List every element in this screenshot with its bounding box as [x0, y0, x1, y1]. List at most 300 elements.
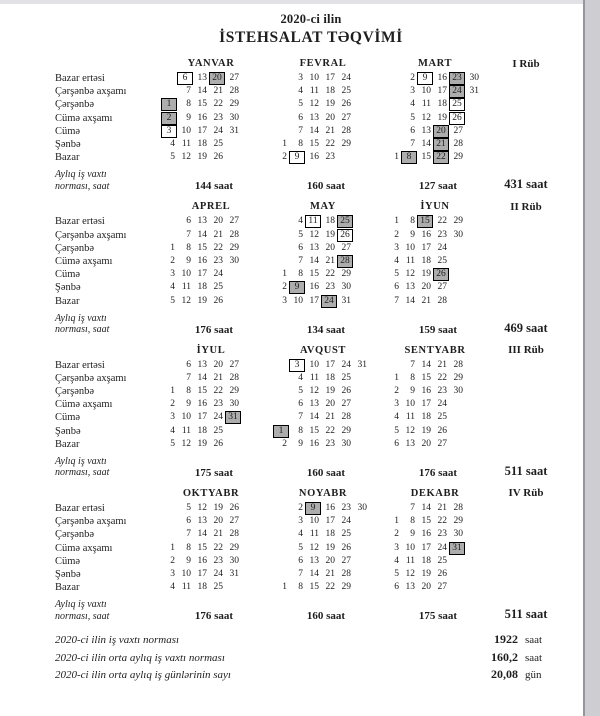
month-week-cells: [379, 555, 491, 568]
weekday-label: Şənbə: [55, 282, 81, 294]
day-cell: 1: [282, 139, 287, 150]
day-cell: 1: [170, 386, 175, 397]
day-cell: 17: [325, 73, 335, 84]
weekday-label: Şənbə: [55, 568, 81, 580]
day-cell: 22: [325, 425, 335, 436]
day-cell: [241, 568, 257, 581]
month-week-cells: [379, 268, 491, 281]
month-week-cells: [155, 98, 267, 111]
day-cell: 2: [298, 503, 303, 514]
day-cell: [353, 138, 369, 151]
day-cell: 19: [437, 112, 447, 123]
day-cell: [241, 112, 257, 125]
month-week-cells: [379, 411, 491, 424]
month-week-cells: [267, 151, 379, 164]
avg-monthly-norm-label: 2020-ci ilin orta aylıq iş vaxtı norması: [55, 651, 225, 664]
day-cell: 1: [161, 98, 177, 111]
day-cell: [449, 568, 465, 581]
day-cell: 11: [309, 372, 319, 383]
document-title-main: İSTEHSALAT TƏQVİMİ: [219, 29, 403, 46]
month-hours-value: 176 saat: [418, 466, 458, 479]
day-cell: 13: [309, 242, 319, 253]
day-cell: 25: [341, 372, 351, 383]
day-cell: 15: [197, 386, 207, 397]
day-cell: 17: [197, 568, 207, 579]
day-cell: 20: [213, 516, 223, 527]
day-cell: 12: [405, 269, 415, 280]
day-cell: 6: [298, 555, 303, 566]
annual-norm-value: 1922: [494, 632, 518, 647]
day-cell: 7: [186, 529, 191, 540]
day-cell: 13: [405, 582, 415, 593]
day-cell: 5: [410, 112, 415, 123]
day-cell: [353, 295, 369, 308]
weekday-label: Bazar ertəsi: [55, 503, 105, 515]
weekday-row: [55, 151, 567, 164]
day-cell: 28: [453, 503, 463, 514]
day-cell: 10: [293, 295, 303, 306]
day-cell: [353, 411, 369, 424]
day-cell: 30: [341, 282, 351, 293]
month-week-cells: [379, 112, 491, 125]
day-cell: 29: [453, 152, 463, 163]
weekday-row: [55, 568, 567, 581]
day-cell: [353, 255, 369, 268]
day-cell: 4: [298, 86, 303, 97]
day-cell: [273, 515, 289, 528]
day-cell: 3: [298, 73, 303, 84]
month-week-cells: [379, 229, 491, 242]
day-cell: 17: [325, 516, 335, 527]
day-cell: 27: [437, 438, 447, 449]
day-cell: 26: [213, 438, 223, 449]
day-cell: [353, 242, 369, 255]
month-week-cells: [155, 581, 267, 594]
day-cell: 21: [213, 529, 223, 540]
month-week-cells: [155, 85, 267, 98]
scan-right-edge: [583, 0, 600, 716]
month-title: SENTYABR: [404, 344, 466, 356]
day-cell: 26: [337, 229, 353, 242]
day-cell: 9: [289, 281, 305, 294]
weekday-label: Cümə axşamı: [55, 112, 113, 124]
day-cell: 19: [325, 386, 335, 397]
day-cell: 4: [410, 99, 415, 110]
day-cell: 19: [421, 568, 431, 579]
weekday-row: [55, 85, 567, 98]
day-cell: 20: [421, 582, 431, 593]
day-cell: 9: [410, 386, 415, 397]
day-cell: [465, 581, 481, 594]
weekday-row: [55, 425, 567, 438]
day-cell: 3: [282, 295, 287, 306]
month-title: APREL: [191, 201, 231, 213]
month-title: FEVRAL: [299, 58, 347, 69]
day-cell: 30: [453, 529, 463, 540]
day-cell: [353, 581, 369, 594]
day-cell: 12: [405, 568, 415, 579]
day-cell: 22: [213, 242, 223, 253]
day-cell: 21: [213, 372, 223, 383]
day-cell: 14: [421, 139, 431, 150]
day-cell: 11: [421, 99, 431, 110]
monthly-norm-row: [55, 313, 567, 336]
day-cell: 8: [410, 216, 415, 227]
day-cell: [353, 112, 369, 125]
day-cell: 25: [341, 529, 351, 540]
day-cell: 16: [325, 503, 335, 514]
month-week-cells: [379, 372, 491, 385]
month-hours-value: 127 saat: [418, 180, 458, 193]
day-cell: [465, 359, 481, 372]
month-week-cells: [267, 542, 379, 555]
day-cell: 18: [197, 139, 207, 150]
weekday-row: [55, 242, 567, 255]
month-week-cells: [267, 581, 379, 594]
weekday-row: [55, 229, 567, 242]
month-week-cells: [379, 398, 491, 411]
day-cell: 19: [325, 542, 335, 553]
weekday-row: [55, 411, 567, 424]
day-cell: 8: [410, 516, 415, 527]
weekday-label: Cümə: [55, 269, 81, 281]
day-cell: 11: [181, 425, 191, 436]
day-cell: 12: [309, 229, 319, 240]
month-week-cells: [155, 568, 267, 581]
day-cell: 10: [405, 242, 415, 253]
day-cell: [385, 502, 401, 515]
day-cell: 28: [437, 295, 447, 306]
day-cell: 9: [298, 438, 303, 449]
day-cell: 14: [309, 412, 319, 423]
quarter-block-3: [55, 343, 567, 479]
day-cell: [273, 542, 289, 555]
weekday-label: Cümə: [55, 125, 81, 137]
day-cell: 7: [394, 295, 399, 306]
day-cell: [161, 359, 177, 372]
month-week-cells: [379, 151, 491, 164]
day-cell: 22: [437, 516, 447, 527]
avg-workdays-label: 2020-ci ilin orta aylıq iş günlərinin sayı: [55, 669, 231, 682]
weekday-row: [55, 268, 567, 281]
day-cell: 13: [405, 282, 415, 293]
day-cell: 3: [394, 242, 399, 253]
day-cell: 12: [309, 386, 319, 397]
day-cell: 28: [341, 125, 351, 136]
day-cell: 7: [298, 412, 303, 423]
day-cell: 7: [186, 229, 191, 240]
day-cell: 28: [341, 568, 351, 579]
day-cell: 14: [309, 568, 319, 579]
day-cell: 24: [321, 295, 337, 308]
day-cell: 5: [298, 386, 303, 397]
day-cell: 18: [197, 582, 207, 593]
day-cell: 20: [325, 399, 335, 410]
day-cell: 26: [341, 386, 351, 397]
day-cell: [353, 72, 369, 85]
day-cell: 14: [197, 529, 207, 540]
weekday-label: Şənbə: [55, 425, 81, 437]
weekday-row: [55, 281, 567, 294]
day-cell: 28: [229, 86, 239, 97]
day-cell: 13: [197, 516, 207, 527]
monthly-norm-row: [55, 169, 567, 192]
month-week-cells: [155, 242, 267, 255]
day-cell: 28: [229, 229, 239, 240]
day-cell: [273, 568, 289, 581]
day-cell: [353, 555, 369, 568]
day-cell: 17: [309, 295, 319, 306]
day-cell: [241, 438, 257, 451]
month-week-cells: [379, 72, 491, 85]
avg-monthly-norm-value: 160,2: [491, 649, 518, 664]
day-cell: 16: [421, 386, 431, 397]
month-title: AVQUST: [299, 344, 346, 356]
day-cell: 29: [453, 216, 463, 227]
day-cell: [465, 411, 481, 424]
day-cell: 20: [325, 112, 335, 123]
month-week-cells: [155, 112, 267, 125]
day-cell: 16: [309, 282, 319, 293]
day-cell: 18: [197, 282, 207, 293]
month-week-cells: [267, 568, 379, 581]
day-cell: 10: [309, 516, 319, 527]
day-cell: 10: [309, 73, 319, 84]
month-week-cells: [379, 581, 491, 594]
day-cell: [353, 515, 369, 528]
day-cell: 2: [170, 255, 175, 266]
day-cell: 5: [394, 269, 399, 280]
day-cell: 15: [417, 215, 433, 228]
day-cell: [465, 542, 481, 555]
day-cell: 16: [437, 73, 447, 84]
day-cell: 29: [229, 99, 239, 110]
day-cell: 11: [405, 555, 415, 566]
day-cell: 11: [309, 86, 319, 97]
day-cell: 26: [449, 112, 465, 125]
day-cell: 21: [213, 86, 223, 97]
month-week-cells: [379, 295, 491, 308]
day-cell: 11: [405, 255, 415, 266]
day-cell: [273, 528, 289, 541]
day-cell: 27: [341, 112, 351, 123]
month-hours-value: 176 saat: [194, 610, 234, 623]
weekday-label: Cümə axşamı: [55, 542, 113, 554]
day-cell: 24: [213, 412, 223, 423]
weekday-label: Cümə: [55, 412, 81, 424]
day-cell: [241, 411, 257, 424]
month-week-cells: [379, 242, 491, 255]
month-week-cells: [155, 385, 267, 398]
annual-summary: [55, 632, 567, 685]
weekday-row: [55, 138, 567, 151]
day-cell: 18: [421, 412, 431, 423]
day-cell: 10: [181, 269, 191, 280]
day-cell: 30: [453, 386, 463, 397]
day-cell: 27: [341, 555, 351, 566]
day-cell: 23: [341, 503, 351, 514]
day-cell: 12: [405, 425, 415, 436]
weekday-row: [55, 385, 567, 398]
day-cell: [465, 528, 481, 541]
month-hours-value: 176 saat: [194, 323, 234, 336]
day-cell: 16: [197, 555, 207, 566]
day-cell: 3: [170, 568, 175, 579]
month-week-cells: [155, 281, 267, 294]
month-week-cells: [155, 502, 267, 515]
day-cell: 8: [410, 372, 415, 383]
annual-norm-unit: saat: [525, 634, 543, 647]
day-cell: [353, 398, 369, 411]
month-week-cells: [267, 438, 379, 451]
day-cell: 14: [197, 372, 207, 383]
day-cell: 18: [325, 372, 335, 383]
day-cell: 9: [410, 529, 415, 540]
day-cell: [161, 85, 177, 98]
month-week-cells: [267, 125, 379, 138]
day-cell: 1: [282, 582, 287, 593]
day-cell: 25: [437, 255, 447, 266]
month-week-cells: [155, 125, 267, 138]
day-cell: 7: [186, 372, 191, 383]
day-cell: [241, 255, 257, 268]
day-cell: [273, 242, 289, 255]
day-cell: 10: [405, 399, 415, 410]
scan-top-edge: [0, 0, 600, 4]
quarter-total-hours: 431 saat: [504, 177, 548, 192]
month-week-cells: [155, 295, 267, 308]
month-title: OKTYABR: [182, 487, 240, 499]
monthly-norm-label: Aylıq iş vaxtı norması, saat: [55, 169, 110, 192]
day-cell: 2: [282, 438, 287, 449]
day-cell: [241, 295, 257, 308]
month-title: MAY: [310, 201, 336, 213]
day-cell: 22: [437, 216, 447, 227]
day-cell: 3: [289, 359, 305, 372]
day-cell: 29: [453, 372, 463, 383]
day-cell: 2: [394, 229, 399, 240]
month-week-cells: [267, 112, 379, 125]
day-cell: 7: [298, 255, 303, 266]
day-cell: 19: [197, 152, 207, 163]
weekday-label: Çərşənbə axşamı: [55, 229, 127, 241]
day-cell: [161, 528, 177, 541]
weekday-label: Çərşənbə: [55, 529, 95, 541]
day-cell: 20: [421, 282, 431, 293]
annual-norm-label: 2020-ci ilin iş vaxtı norması: [55, 634, 180, 647]
day-cell: [225, 438, 241, 451]
day-cell: [161, 502, 177, 515]
day-cell: 16: [197, 255, 207, 266]
day-cell: 27: [341, 242, 351, 253]
weekday-row: [55, 542, 567, 555]
day-cell: 3: [170, 412, 175, 423]
day-cell: 19: [197, 438, 207, 449]
weekday-row: [55, 398, 567, 411]
day-cell: 23: [437, 386, 447, 397]
day-cell: [385, 72, 401, 85]
month-week-cells: [155, 425, 267, 438]
day-cell: 6: [186, 359, 191, 370]
quarter-header-row: [55, 343, 567, 358]
monthly-norm-row: [55, 599, 567, 622]
day-cell: 4: [298, 216, 303, 227]
day-cell: [273, 215, 289, 228]
day-cell: 8: [298, 425, 303, 436]
month-week-cells: [379, 425, 491, 438]
day-cell: 23: [437, 529, 447, 540]
day-cell: 31: [225, 411, 241, 424]
day-cell: 28: [341, 412, 351, 423]
day-cell: 13: [309, 112, 319, 123]
quarter-total-hours: 469 saat: [504, 320, 548, 335]
day-cell: 21: [325, 568, 335, 579]
day-cell: 9: [186, 555, 191, 566]
month-week-cells: [267, 242, 379, 255]
day-cell: 4: [170, 139, 175, 150]
day-cell: [241, 268, 257, 281]
day-cell: 7: [298, 125, 303, 136]
day-cell: 2: [394, 386, 399, 397]
day-cell: 27: [341, 399, 351, 410]
day-cell: 31: [229, 125, 239, 136]
day-cell: 13: [405, 438, 415, 449]
day-cell: 23: [213, 555, 223, 566]
day-cell: 11: [309, 529, 319, 540]
day-cell: 13: [197, 216, 207, 227]
month-week-cells: [379, 255, 491, 268]
weekday-row: [55, 555, 567, 568]
day-cell: 10: [421, 86, 431, 97]
day-cell: 2: [282, 152, 287, 163]
day-cell: 29: [341, 425, 351, 436]
month-week-cells: [267, 72, 379, 85]
day-cell: [225, 138, 241, 151]
weekday-label: Çərşənbə axşamı: [55, 516, 127, 528]
day-cell: [161, 215, 177, 228]
day-cell: 1: [394, 216, 399, 227]
monthly-norm-label: Aylıq iş vaxtı norması, saat: [55, 599, 110, 622]
day-cell: 8: [298, 582, 303, 593]
month-week-cells: [379, 502, 491, 515]
day-cell: 27: [437, 582, 447, 593]
day-cell: 21: [437, 359, 447, 370]
day-cell: [273, 112, 289, 125]
day-cell: [465, 151, 481, 164]
month-week-cells: [379, 542, 491, 555]
day-cell: 6: [394, 438, 399, 449]
month-title: NOYABR: [298, 487, 348, 499]
month-hours-value: 159 saat: [418, 323, 458, 336]
day-cell: 31: [341, 295, 351, 306]
day-cell: 13: [309, 399, 319, 410]
day-cell: 25: [437, 555, 447, 566]
day-cell: [273, 359, 289, 372]
day-cell: 12: [309, 542, 319, 553]
day-cell: [353, 85, 369, 98]
day-cell: [449, 242, 465, 255]
month-week-cells: [155, 268, 267, 281]
day-cell: 4: [170, 582, 175, 593]
day-cell: 23: [213, 255, 223, 266]
day-cell: 20: [433, 125, 449, 138]
day-cell: 9: [186, 255, 191, 266]
month-week-cells: [267, 502, 379, 515]
day-cell: [241, 242, 257, 255]
day-cell: [353, 568, 369, 581]
day-cell: [449, 425, 465, 438]
month-title: MART: [417, 58, 453, 69]
